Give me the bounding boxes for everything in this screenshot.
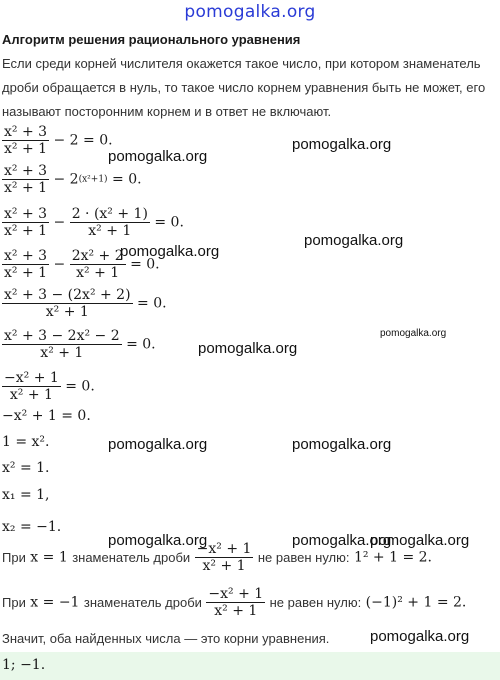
check-x2: При x = −1 знаменатель дроби $\frac{\text{−x² + 1}}{\text{x² + 1}}$ не равен нулю: (−1)² + 1 = 2. xyxy=(2,586,467,619)
watermark: pomogalka.org xyxy=(108,148,208,165)
watermark: pomogalka.org xyxy=(292,136,392,153)
equation-11: x₁ = 1, xyxy=(2,487,50,503)
equation-7: $\frac{\text{−x² + 1}}{\text{x² + 1}}$ = 0. xyxy=(4,370,95,403)
site-header: pomogalka.org xyxy=(184,2,316,22)
watermark: pomogalka.org xyxy=(108,532,208,549)
check-x1: При x = 1 знаменатель дроби $\frac{\text{−x² + 1}}{\text{x² + 1}}$ не равен нулю: 1² + 1 = 2. xyxy=(2,541,432,574)
watermark: pomogalka.org xyxy=(292,532,392,549)
answer-box xyxy=(0,652,500,680)
equation-9: 1 = x². xyxy=(2,434,50,450)
watermark: pomogalka.org xyxy=(380,328,447,339)
watermark: pomogalka.org xyxy=(108,436,208,453)
equation-5: $\frac{\text{x² + 3 − (2x² + 2)}}{\text{x² + 1}}$ = 0. xyxy=(4,287,167,320)
equation-3: $\frac{\text{x² + 3}}{\text{x² + 1}}$ − $\frac{\text{2 · (x² + 1)}}{\text{x² + 1}}$ = 0. xyxy=(4,206,184,239)
intro-paragraph: Если среди корней числителя окажется такое число, при котором знаменатель дроби обращается в нуль, то такое число корнем уравнения быть не может, его называют посторонним корнем и в ответ не включают. xyxy=(2,56,486,119)
watermark: pomogalka.org xyxy=(120,243,220,260)
conclusion-text: Значит, оба найденных числа — это корни уравнения. xyxy=(2,631,330,646)
answer-text: 1; −1. xyxy=(2,657,46,673)
equation-4: $\frac{\text{x² + 3}}{\text{x² + 1}}$ − $\frac{\text{2x² + 2}}{\text{x² + 1}}$ = 0. xyxy=(4,248,160,281)
equation-12: x₂ = −1. xyxy=(2,519,62,535)
equation-10: x² = 1. xyxy=(2,460,50,476)
equation-1: $\frac{\text{x² + 3}}{\text{x² + 1}}$ − 2 = 0. xyxy=(4,124,113,157)
equation-8: −x² + 1 = 0. xyxy=(2,408,91,424)
equation-2: $\frac{\text{x² + 3}}{\text{x² + 1}}$ − 2(x²+1) = 0. xyxy=(4,163,142,196)
watermark: pomogalka.org xyxy=(304,232,404,249)
watermark: pomogalka.org xyxy=(370,532,470,549)
watermark: pomogalka.org xyxy=(292,436,392,453)
equation-6: $\frac{\text{x² + 3 − 2x² − 2}}{\text{x² + 1}}$ = 0. xyxy=(4,328,156,361)
watermark: pomogalka.org xyxy=(198,340,298,357)
watermark: pomogalka.org xyxy=(370,628,470,645)
page-title: Алгоритм решения рационального уравнения xyxy=(2,32,301,47)
